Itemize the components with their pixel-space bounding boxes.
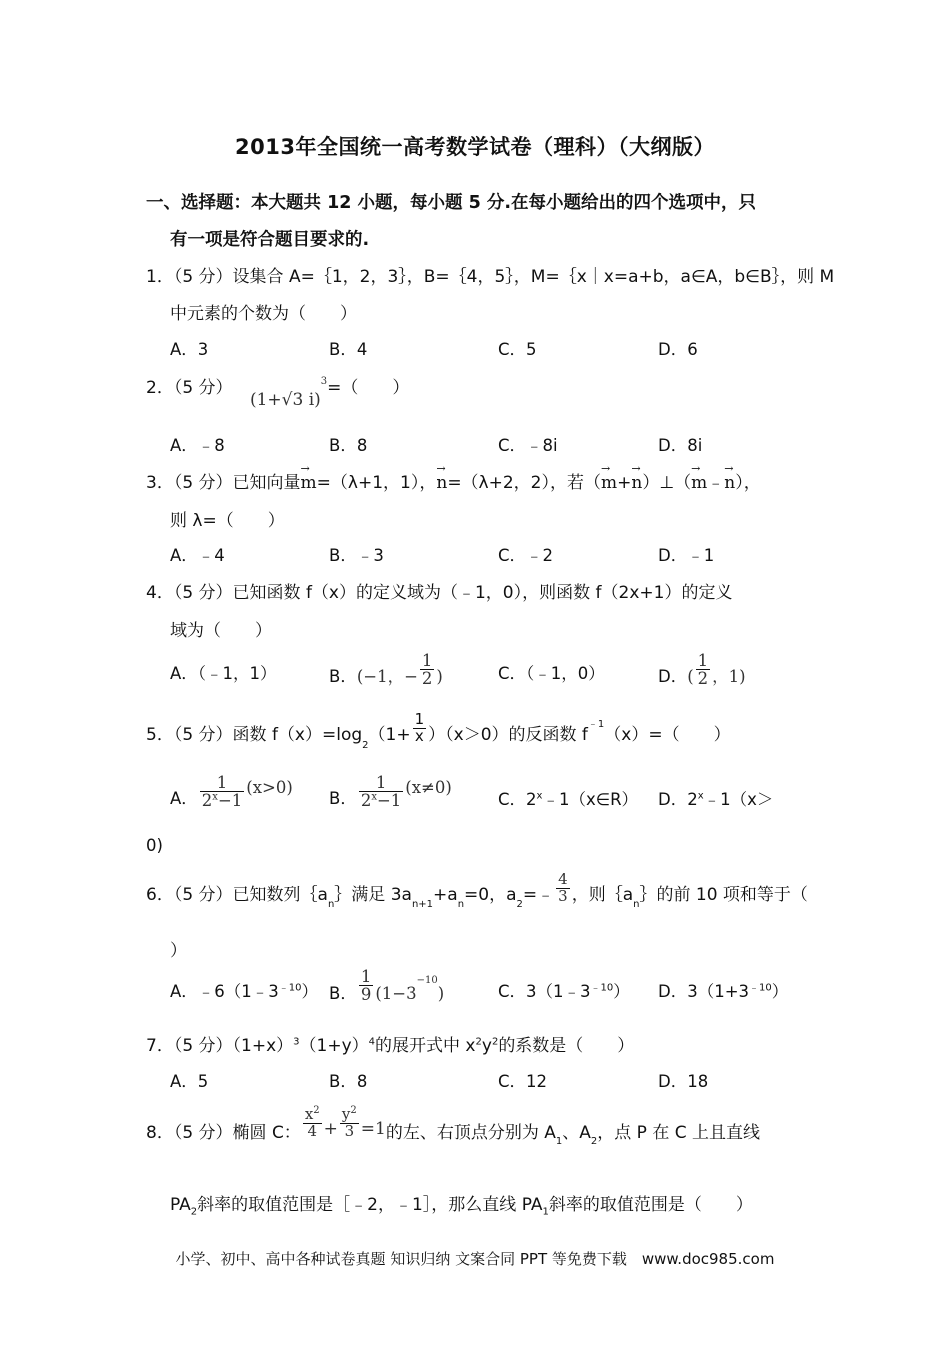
q4-option-b-den: 2	[421, 669, 433, 689]
q5-den: x	[414, 726, 424, 745]
q8-x-exp: 2	[313, 1105, 320, 1116]
q2-label: 2．（5 分）	[146, 378, 233, 398]
q8-stem-line2	[170, 1190, 753, 1217]
q7-stem	[146, 1031, 634, 1056]
q8-t2: 、A	[562, 1122, 591, 1143]
q5-option-d	[658, 786, 773, 810]
q2-stem	[146, 373, 410, 410]
q6-option-c-text: C．3（1﹣3	[498, 982, 591, 1001]
q5-option-a-den-exp: x	[212, 791, 218, 803]
q1-option-c: C．5	[498, 340, 537, 359]
q4-stem-line1: 4．（5 分）已知函数 f（x）的定义域为（﹣1，0），则函数 f（2x+1）的定义	[146, 583, 733, 603]
q8-t3: ，点 P 在 C 上且直线	[597, 1122, 761, 1143]
q6-option-b-expr: (1−3	[375, 984, 417, 1004]
q6-sub2: n+1	[411, 898, 434, 910]
q8-l2b: 斜率的取值范围是［﹣2，﹣1］，那么直线 PA	[197, 1195, 543, 1215]
q5-option-a-cond: (x>0)	[246, 778, 293, 798]
q5-option-b-fraction	[359, 774, 403, 810]
q5-option-a-den-tail: −1	[217, 791, 243, 811]
q4-option-b-prefix: B．	[329, 667, 357, 687]
q2-tail: =（ ）	[327, 378, 410, 398]
q6-option-b	[329, 968, 444, 1004]
q6-option-b-fraction	[359, 968, 374, 1004]
q3-minus: ﹣	[707, 473, 725, 493]
q6-fraction	[556, 872, 570, 905]
q3-plus: +	[617, 473, 632, 493]
q6-option-c	[498, 978, 630, 1002]
q8-l2-sub1: 2	[190, 1206, 198, 1218]
q7-option-a: A．5	[170, 1072, 209, 1091]
q7-sup3: 2	[475, 1036, 482, 1048]
q5-num: 1	[414, 710, 425, 728]
q3-vector-m-3: → m	[691, 473, 707, 493]
q6-option-d-tail: ）	[771, 982, 789, 1001]
q4-option-b-num: 1	[421, 651, 433, 670]
q5-open: （1+	[368, 725, 411, 746]
q3-vector-n-2: → n	[631, 473, 642, 493]
q6-label: 6．（5 分）已知数列｛a	[146, 885, 328, 906]
q2-option-b: B．8	[329, 436, 368, 455]
q6-den: 3	[558, 886, 568, 905]
q3-option-d: D．﹣1	[658, 546, 715, 565]
q6-sub3: n	[457, 898, 465, 910]
q4-option-d	[658, 652, 746, 688]
q4-option-d-prefix: D．	[658, 667, 688, 687]
q2-expression: (1+√3 i)	[249, 390, 321, 410]
q5-inverse-sup: ﹣1	[587, 718, 605, 730]
q7-tail2: y	[481, 1036, 492, 1056]
q6-option-b-prefix: B．	[329, 984, 357, 1004]
q7-tail1: 的展开式中 x	[375, 1036, 476, 1056]
q7-label: 7．（5 分）（1+x）	[146, 1036, 294, 1056]
q1-option-d: D．6	[658, 340, 698, 359]
q4-option-b-left: (−1，−	[356, 667, 418, 687]
q3-m-value: =（λ+1，1），	[316, 473, 437, 493]
page-title: 2013年全国统一高考数学试卷（理科）（大纲版）	[235, 135, 715, 159]
q6-option-a	[170, 978, 318, 1002]
q6-t6: ｝的前 10 项和等于（	[639, 885, 808, 906]
q1-option-b: B．4	[329, 340, 368, 359]
q6-option-d-text: D．3（1+3	[658, 982, 750, 1001]
q5-label: 5．（5 分）函数 f（x）=log	[146, 725, 363, 746]
q4-option-d-den: 2	[697, 669, 709, 689]
q5-option-a-den-base: 2	[201, 791, 213, 811]
q8-y-den: 3	[344, 1121, 355, 1140]
q8-tail: 的左、右顶点分别为 A	[385, 1122, 556, 1143]
q4-option-a: A．（﹣1，1）	[170, 664, 277, 683]
q4-option-d-fraction	[696, 652, 711, 688]
q5-option-d-base: D．2	[658, 790, 698, 809]
q4-option-b-right: )	[436, 667, 443, 687]
q4-option-d-num: 1	[697, 651, 709, 670]
q8-l2c: 斜率的取值范围是（ ）	[548, 1195, 753, 1215]
q3-end: ），	[735, 473, 761, 493]
q5-tail2: （x）=（ ）	[604, 725, 731, 746]
q5-option-a-den	[200, 792, 244, 809]
q6-option-d-exp: ﹣10	[749, 982, 772, 994]
q6-option-b-den: 9	[360, 985, 372, 1005]
q7-option-b: B．8	[329, 1072, 368, 1091]
q3-option-a: A．﹣4	[170, 546, 225, 565]
q8-stem-line1	[146, 1105, 761, 1148]
q3-vector-m: → m	[301, 473, 317, 493]
q3-option-b: B．﹣3	[329, 546, 384, 565]
q7-sup2: 4	[368, 1036, 376, 1048]
section-heading-line1: 一、选择题：本大题共 12 小题，每小题 5 分.在每小题给出的四个选项中，只	[146, 193, 757, 213]
q5-option-a	[170, 774, 293, 810]
q5-option-b-cond: (x≠0)	[405, 778, 452, 798]
q5-option-a-prefix: A．	[170, 789, 198, 809]
q6-t4: =﹣	[522, 885, 555, 906]
q6-stem-line1	[146, 870, 808, 910]
q5-option-d-tail: ﹣1（x＞	[703, 790, 774, 809]
q5-stem	[146, 710, 731, 751]
page-footer: 小学、初中、高中各种试卷真题 知识归纳 文案合同 PPT 等免费下载 www.doc985.com	[175, 1250, 775, 1268]
q3-vector-m-2: → m	[601, 473, 617, 493]
q5-option-c-tail: ﹣1（x∈R）	[542, 790, 639, 809]
q6-option-b-exp: −10	[416, 974, 438, 986]
q4-option-b	[329, 652, 443, 688]
q3-vector-n: → n	[436, 473, 447, 493]
q6-option-a-tail: ）	[301, 982, 319, 1001]
q6-option-d	[658, 978, 788, 1002]
q6-sub4: 2	[516, 898, 523, 910]
q6-option-b-num: 1	[360, 967, 372, 986]
q6-option-c-tail: ）	[613, 982, 630, 1001]
q8-plus: +	[323, 1118, 338, 1139]
q2-option-d: D．8i	[658, 436, 703, 455]
q5-option-b-den-tail: −1	[376, 791, 402, 811]
q8-l2-sub2: 1	[542, 1206, 549, 1218]
q5-option-c-exp: x	[536, 790, 543, 802]
q6-num: 4	[558, 870, 568, 888]
q3-perp: ）⊥（	[642, 473, 692, 493]
q6-option-b-close: )	[437, 984, 445, 1004]
q5-option-c	[498, 786, 638, 810]
q3-n-value: =（λ+2，2），若（	[447, 473, 601, 493]
q5-option-b-den-base: 2	[360, 791, 372, 811]
q6-stem-line2: ）	[170, 941, 187, 961]
section-heading-line2: 有一项是符合题目要求的.	[170, 230, 370, 250]
q7-option-d: D．18	[658, 1072, 709, 1091]
q8-y-exp: 2	[350, 1105, 357, 1116]
q2-exponent: 3	[320, 376, 328, 388]
q5-option-d-line2: 0)	[146, 836, 163, 855]
q4-option-c: C．（﹣1，0）	[498, 664, 605, 683]
q1-stem-line1: 1．（5 分）设集合 A=｛1，2，3｝，B=｛4，5｝，M=｛x｜x=a+b，a∈A，b∈B｝，则 M	[146, 267, 835, 287]
q3-stem-line2: 则 λ=（ ）	[170, 511, 285, 531]
q4-option-d-right: ，1)	[712, 667, 746, 687]
q8-fraction-y	[340, 1106, 359, 1140]
q5-option-b-num: 1	[359, 774, 403, 792]
q5-log-base: 2	[362, 739, 369, 751]
q2-option-a: A．﹣8	[170, 436, 225, 455]
q8-eq: =1	[360, 1118, 386, 1139]
q5-option-d-exp: x	[697, 790, 704, 802]
q4-option-d-left: (	[687, 667, 694, 687]
q6-t1: ｝满足 3a	[334, 885, 412, 906]
q3-option-c: C．﹣2	[498, 546, 554, 565]
q6-option-a-text: A．﹣6（1﹣3	[170, 982, 279, 1001]
q8-l2a: PA	[170, 1195, 191, 1215]
q6-sub1: n	[327, 898, 335, 910]
q5-option-b-den-exp: x	[371, 791, 377, 803]
q7-sup4: 2	[491, 1036, 499, 1048]
q7-tail3: 的系数是（ ）	[498, 1036, 635, 1056]
q8-y-var: y	[341, 1105, 351, 1123]
q5-option-b	[329, 774, 452, 810]
q6-t3: =0，a	[464, 885, 517, 906]
q5-tail: ）（x＞0）的反函数 f	[428, 725, 588, 746]
q2-option-c: C．﹣8i	[498, 436, 558, 455]
q3-vector-n-3: → n	[724, 473, 735, 493]
q3-stem-line1	[146, 468, 761, 493]
q5-option-c-base: C．2	[498, 790, 537, 809]
q4-option-b-fraction	[420, 652, 435, 688]
q6-t5: ，则｛a	[571, 885, 634, 906]
q8-label: 8．（5 分）椭圆 C：	[146, 1122, 301, 1143]
q6-option-c-exp: ﹣10	[590, 982, 614, 994]
q6-t2: +a	[433, 885, 458, 906]
q6-option-a-exp: ﹣10	[278, 982, 302, 994]
q7-option-c: C．12	[498, 1072, 548, 1091]
q4-stem-line2: 域为（ ）	[170, 621, 272, 641]
q6-sub5: n	[633, 898, 640, 910]
q7-sup1: 3	[293, 1036, 300, 1048]
q8-x-var: x	[304, 1105, 314, 1123]
q8-sub1: 1	[555, 1136, 563, 1148]
q3-label: 3．（5 分）已知向量	[146, 473, 301, 493]
q5-option-b-den	[359, 792, 403, 809]
q5-option-b-prefix: B．	[329, 789, 357, 809]
q8-x-den: 4	[307, 1121, 317, 1140]
q5-option-a-fraction	[200, 774, 244, 810]
q8-fraction-x	[303, 1106, 322, 1140]
q1-option-a: A．3	[170, 340, 209, 359]
q8-sub2: 2	[590, 1136, 598, 1148]
q5-fraction	[413, 712, 427, 745]
q7-mid: （1+y）	[299, 1036, 369, 1056]
q1-stem-line2: 中元素的个数为（ ）	[170, 304, 357, 324]
q5-option-a-num: 1	[200, 774, 244, 792]
